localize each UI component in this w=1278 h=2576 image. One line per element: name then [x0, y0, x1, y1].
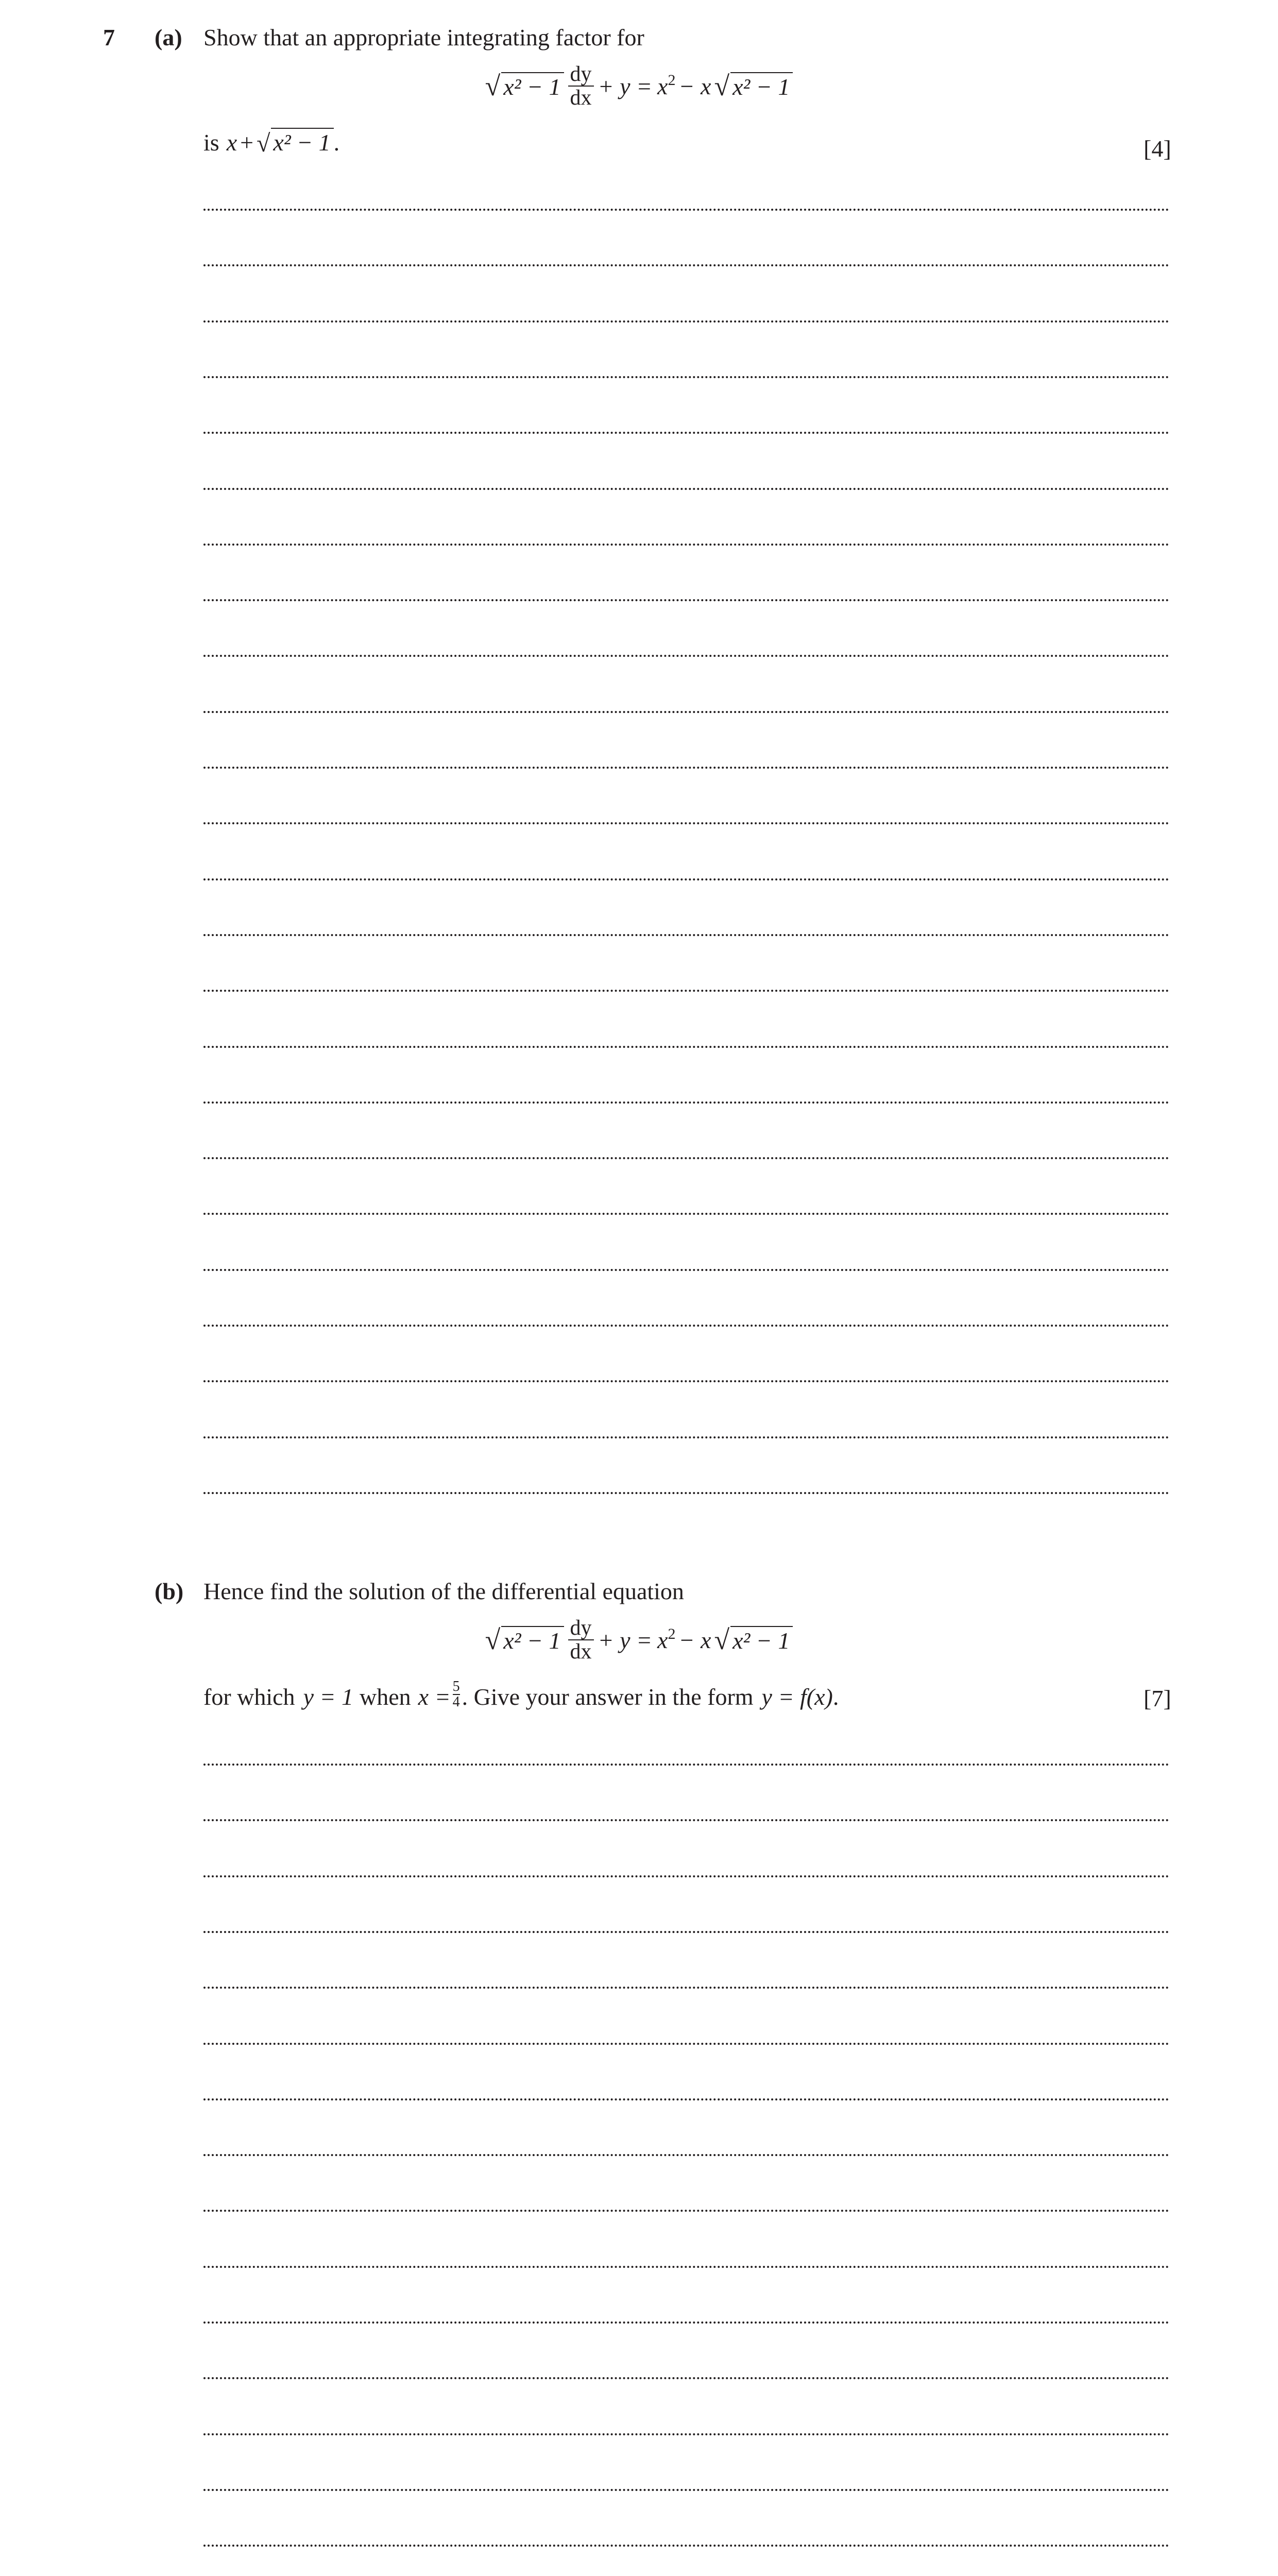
answer-line[interactable] — [203, 2266, 1169, 2268]
answer-line[interactable] — [203, 2489, 1169, 2491]
answer-line[interactable] — [203, 2545, 1169, 2547]
answer-line[interactable] — [203, 990, 1169, 992]
answer-line[interactable] — [203, 1380, 1169, 1382]
answer-line[interactable] — [203, 655, 1169, 657]
question-number: 7 — [103, 24, 115, 50]
answer-line[interactable] — [203, 1819, 1169, 1821]
answer-line[interactable] — [203, 2154, 1169, 2156]
sqrt-term: √ x² − 1 — [485, 1626, 564, 1654]
answer-line[interactable] — [203, 2377, 1169, 2379]
answer-line[interactable] — [203, 1046, 1169, 1048]
part-a-factor-line — [203, 128, 339, 156]
condition-y1: y = 1 — [303, 1683, 354, 1710]
part-a-label: (a) — [155, 24, 182, 50]
lhs-y: + y = — [598, 73, 653, 99]
part-a-marks: [4] — [1144, 135, 1171, 162]
answer-line[interactable] — [203, 1325, 1169, 1327]
condition-when: when — [360, 1683, 411, 1710]
answer-form: y = f(x) — [761, 1683, 833, 1710]
rhs-minus-x: − x — [678, 73, 711, 99]
answer-line[interactable] — [203, 1157, 1169, 1159]
rhs-x: $x^2$ — [657, 71, 676, 99]
answer-line[interactable] — [203, 822, 1169, 824]
answer-line[interactable] — [203, 1931, 1169, 1933]
factor-x: x — [226, 129, 237, 156]
answer-line[interactable] — [203, 376, 1169, 378]
answer-line[interactable] — [203, 209, 1169, 211]
answer-line[interactable] — [203, 432, 1169, 434]
answer-line[interactable] — [203, 878, 1169, 880]
answer-line[interactable] — [203, 1492, 1169, 1494]
condition-fraction: $\frac{5}{4}$ — [452, 1679, 460, 1710]
condition-suffix: . Give your answer in the form — [462, 1683, 754, 1710]
part-b-condition-line — [203, 1679, 839, 1711]
sqrt-rhs: √ x² − 1 — [714, 72, 793, 100]
factor-plus: + — [240, 129, 254, 156]
answer-line[interactable] — [203, 2433, 1169, 2435]
part-a-intro: Show that an appropriate integrating factor for — [203, 24, 644, 50]
part-b-intro: Hence find the solution of the differential equation — [203, 1578, 684, 1604]
answer-line[interactable] — [203, 2098, 1169, 2100]
sqrt-rhs: √ x² − 1 — [714, 1626, 793, 1654]
answer-line[interactable] — [203, 488, 1169, 490]
answer-line[interactable] — [203, 1875, 1169, 1877]
form-period: . — [832, 1683, 839, 1710]
answer-line[interactable] — [203, 544, 1169, 546]
part-b-marks: [7] — [1144, 1685, 1171, 1711]
factor-period: . — [333, 129, 340, 156]
answer-line[interactable] — [203, 320, 1169, 323]
rhs-x: $x^2$ — [657, 1625, 676, 1653]
part-a-equation — [0, 63, 1278, 109]
condition-x: x = — [418, 1683, 451, 1710]
sqrt-term: √ x² − 1 — [485, 72, 564, 100]
answer-line[interactable] — [203, 1436, 1169, 1438]
answer-line[interactable] — [203, 1213, 1169, 1215]
lhs-y: + y = — [598, 1626, 653, 1653]
answer-line[interactable] — [203, 2043, 1169, 2045]
derivative-fraction: $\frac{dy}{dx}$ — [568, 1617, 594, 1663]
answer-line[interactable] — [203, 1269, 1169, 1271]
answer-line[interactable] — [203, 599, 1169, 601]
answer-line[interactable] — [203, 2321, 1169, 2324]
derivative-fraction: $\frac{dy}{dx}$ — [568, 63, 594, 109]
condition-prefix: for which — [203, 1683, 295, 1710]
rhs-minus-x: − x — [678, 1626, 711, 1653]
answer-line[interactable] — [203, 2210, 1169, 2212]
answer-line[interactable] — [203, 767, 1169, 769]
answer-line[interactable] — [203, 711, 1169, 713]
answer-line[interactable] — [203, 934, 1169, 936]
answer-line[interactable] — [203, 1101, 1169, 1104]
is-text: is — [203, 129, 219, 156]
answer-line[interactable] — [203, 1987, 1169, 1989]
factor-sqrt: √ x² − 1 — [257, 128, 334, 156]
part-b-equation — [0, 1617, 1278, 1663]
answer-line[interactable] — [203, 1764, 1169, 1766]
answer-line[interactable] — [203, 264, 1169, 266]
part-b-label: (b) — [155, 1578, 184, 1604]
